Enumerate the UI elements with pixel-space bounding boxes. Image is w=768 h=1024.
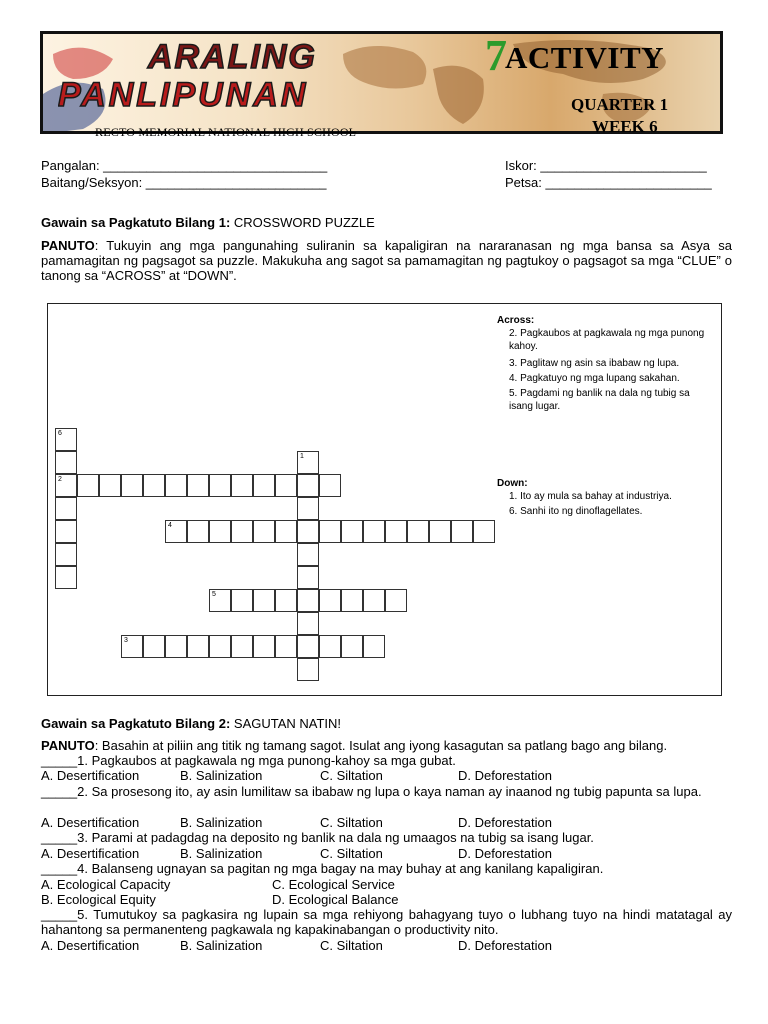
activity1-heading-title: CROSSWORD PUZZLE — [230, 215, 375, 230]
crossword-cell[interactable] — [429, 520, 451, 543]
section-field[interactable]: Baitang/Seksyon: _________________________ — [41, 175, 327, 190]
question-2: _____2. Sa prosesong ito, ay asin lumilitaw sa ibabaw ng lupa o kaya naman ay inaanod ng tubig papunta sa lupa. — [41, 784, 702, 799]
choice-d: D. Deforestation — [458, 768, 552, 783]
crossword-cell[interactable] — [165, 520, 187, 543]
crossword-cell[interactable] — [187, 520, 209, 543]
school-name: RECTO MEMORIAL NATIONAL HIGH SCHOOL — [95, 125, 357, 139]
crossword-cell[interactable] — [55, 474, 77, 497]
down-clues — [497, 477, 712, 518]
choice-a: A. Desertification — [41, 815, 140, 830]
crossword-cell[interactable] — [121, 474, 143, 497]
crossword-cell[interactable] — [297, 497, 319, 520]
crossword-cell[interactable] — [451, 520, 473, 543]
crossword-cell[interactable] — [341, 635, 363, 658]
score-field[interactable]: Iskor: _______________________ — [505, 158, 707, 173]
activity2-instructions — [41, 738, 732, 753]
choice-b: B. Salinization — [180, 938, 263, 953]
crossword-cell[interactable] — [209, 635, 231, 658]
choice-c: C. Siltation — [320, 846, 383, 861]
choice-a: A. Desertification — [41, 846, 140, 861]
crossword-cell[interactable] — [253, 589, 275, 612]
crossword-cell[interactable] — [231, 635, 253, 658]
choice-d: D. Deforestation — [458, 846, 552, 861]
panuto-label: PANUTO — [41, 238, 95, 253]
crossword-cell[interactable] — [55, 566, 77, 589]
panuto-text: : Basahin at piliin ang titik ng tamang sagot. Isulat ang iyong kasagutan sa patlang bago ang bilang. — [94, 738, 668, 753]
crossword-cell[interactable] — [165, 474, 187, 497]
activity-number: 7 — [485, 31, 508, 80]
logo-text-line2: PANLIPUNAN — [58, 76, 309, 114]
crossword-cell[interactable] — [319, 520, 341, 543]
choice-a: A. Desertification — [41, 768, 140, 783]
across-clue: 4. Pagkatuyo ng mga lupang sakahan. — [509, 373, 680, 384]
crossword-cell[interactable] — [297, 635, 319, 658]
crossword-cell[interactable] — [55, 497, 77, 520]
choice-a: A. Ecological Capacity — [41, 877, 171, 892]
question-3: _____3. Parami at padagdag na deposito ng banlik na dala ng umaagos na tubig sa isang lugar. — [41, 830, 594, 845]
crossword-cell[interactable] — [319, 635, 341, 658]
crossword-cell[interactable] — [231, 520, 253, 543]
across-title: Across: — [497, 315, 535, 326]
choice-b: B. Ecological Equity — [41, 892, 156, 907]
clue-number: 6 — [58, 430, 62, 437]
crossword-cell[interactable] — [297, 451, 319, 474]
across-clue: 5. Pagdami ng banlik na dala ng tubig sa isang lugar. — [509, 388, 690, 412]
choice-b: B. Salinization — [180, 846, 263, 861]
question-5: _____5. Tumutukoy sa pagkasira ng lupain sa mga rehiyong bahagyang tuyo o lubhang tuyo na hindi matatagal ay hahantong sa permanenteng pagkawala ng kapakinabangan o productivity nito. — [41, 907, 732, 937]
crossword-cell[interactable] — [253, 635, 275, 658]
question-4: _____4. Balanseng ugnayan sa pagitan ng mga bagay na may buhay at ang kanilang kapaligiran. — [41, 861, 604, 876]
crossword-cell[interactable] — [253, 474, 275, 497]
name-field[interactable]: Pangalan: _______________________________ — [41, 158, 328, 173]
crossword-cell[interactable] — [77, 474, 99, 497]
crossword-cell[interactable] — [297, 520, 319, 543]
choice-a: A. Desertification — [41, 938, 140, 953]
down-title: Down: — [497, 478, 528, 489]
crossword-cell[interactable] — [55, 451, 77, 474]
choice-b: B. Salinization — [180, 768, 263, 783]
crossword-cell[interactable] — [275, 589, 297, 612]
choice-b: B. Salinization — [180, 815, 263, 830]
crossword-cell[interactable] — [363, 520, 385, 543]
across-clue: 3. Paglitaw ng asin sa ibabaw ng lupa. — [509, 358, 680, 369]
quarter-label: QUARTER 1 — [571, 95, 669, 114]
crossword-cell[interactable] — [55, 428, 77, 451]
crossword-cell[interactable] — [341, 520, 363, 543]
crossword-cell[interactable] — [231, 589, 253, 612]
crossword-cell[interactable] — [253, 520, 275, 543]
crossword-cell[interactable] — [275, 635, 297, 658]
choice-c: C. Ecological Service — [272, 877, 395, 892]
across-clues — [497, 314, 712, 413]
crossword-cell[interactable] — [297, 589, 319, 612]
subject-logo — [58, 38, 398, 118]
choice-d: D. Deforestation — [458, 938, 552, 953]
crossword-cell[interactable] — [165, 635, 187, 658]
crossword-cell[interactable] — [297, 474, 319, 497]
question-1: _____1. Pagkaubos at pagkawala ng mga punong-kahoy sa mga gubat. — [41, 753, 456, 768]
crossword-cell[interactable] — [385, 520, 407, 543]
crossword-cell[interactable] — [385, 589, 407, 612]
crossword-cell[interactable] — [209, 520, 231, 543]
activity1-heading-label: Gawain sa Pagkatuto Bilang 1: — [41, 215, 231, 230]
clue-number: 4 — [168, 522, 172, 529]
crossword-cell[interactable] — [55, 520, 77, 543]
clue-number: 1 — [300, 453, 304, 460]
crossword-cell[interactable] — [297, 566, 319, 589]
choice-c: C. Siltation — [320, 768, 383, 783]
crossword-box — [47, 303, 722, 696]
choice-d: D. Deforestation — [458, 815, 552, 830]
clue-number: 3 — [124, 637, 128, 644]
activity-word: ACTIVITY — [505, 40, 665, 75]
crossword-cell[interactable] — [319, 589, 341, 612]
week-label: WEEK 6 — [592, 117, 658, 136]
panuto-text: : Tukuyin ang mga pangunahing suliranin sa kapaligiran na nararanasan ng mga bansa sa Asya sa pamamagitan ng pagsagot sa puzzle. Makukuha ang sagot sa pamamagitan ng pagtukoy o pagsagot sa mga “CLUE” o tanong sa “ACROSS” at “DOWN”. — [41, 238, 732, 283]
crossword-cell[interactable] — [319, 474, 341, 497]
crossword-cell[interactable] — [121, 635, 143, 658]
down-clue: 1. Ito ay mula sa bahay at industriya. — [509, 491, 672, 502]
crossword-cell[interactable] — [99, 474, 121, 497]
crossword-cell[interactable] — [143, 635, 165, 658]
activity1-heading — [41, 215, 375, 230]
crossword-cell[interactable] — [363, 589, 385, 612]
choice-c: C. Siltation — [320, 815, 383, 830]
crossword-cell[interactable] — [473, 520, 495, 543]
crossword-cell[interactable] — [231, 474, 253, 497]
crossword-cell[interactable] — [209, 474, 231, 497]
crossword-cell[interactable] — [297, 658, 319, 681]
crossword-cell[interactable] — [363, 635, 385, 658]
panuto-label: PANUTO — [41, 738, 95, 753]
across-clue: 2. Pagkaubos at pagkawala ng mga punong kahoy. — [509, 328, 705, 352]
activity1-instructions — [41, 238, 732, 283]
date-field[interactable]: Petsa: _______________________ — [505, 175, 712, 190]
crossword-cell[interactable] — [275, 474, 297, 497]
crossword-cell[interactable] — [187, 635, 209, 658]
choice-d: D. Ecological Balance — [272, 892, 399, 907]
down-clue: 6. Sanhi ito ng dinoflagellates. — [509, 506, 643, 517]
clue-number: 2 — [58, 476, 62, 483]
crossword-cell[interactable] — [297, 612, 319, 635]
crossword-cell[interactable] — [275, 520, 297, 543]
activity2-heading-title: SAGUTAN NATIN! — [230, 716, 342, 731]
crossword-cell[interactable] — [143, 474, 165, 497]
logo-text-line1: ARALING — [148, 38, 317, 76]
crossword-cell[interactable] — [187, 474, 209, 497]
activity2-heading — [41, 716, 341, 731]
clue-number: 5 — [212, 591, 216, 598]
crossword-cell[interactable] — [407, 520, 429, 543]
activity2-heading-label: Gawain sa Pagkatuto Bilang 2: — [41, 716, 231, 731]
crossword-cell[interactable] — [341, 589, 363, 612]
crossword-cell[interactable] — [297, 543, 319, 566]
choice-c: C. Siltation — [320, 938, 383, 953]
activity-title — [485, 31, 665, 80]
crossword-cell[interactable] — [55, 543, 77, 566]
crossword-cell[interactable] — [209, 589, 231, 612]
